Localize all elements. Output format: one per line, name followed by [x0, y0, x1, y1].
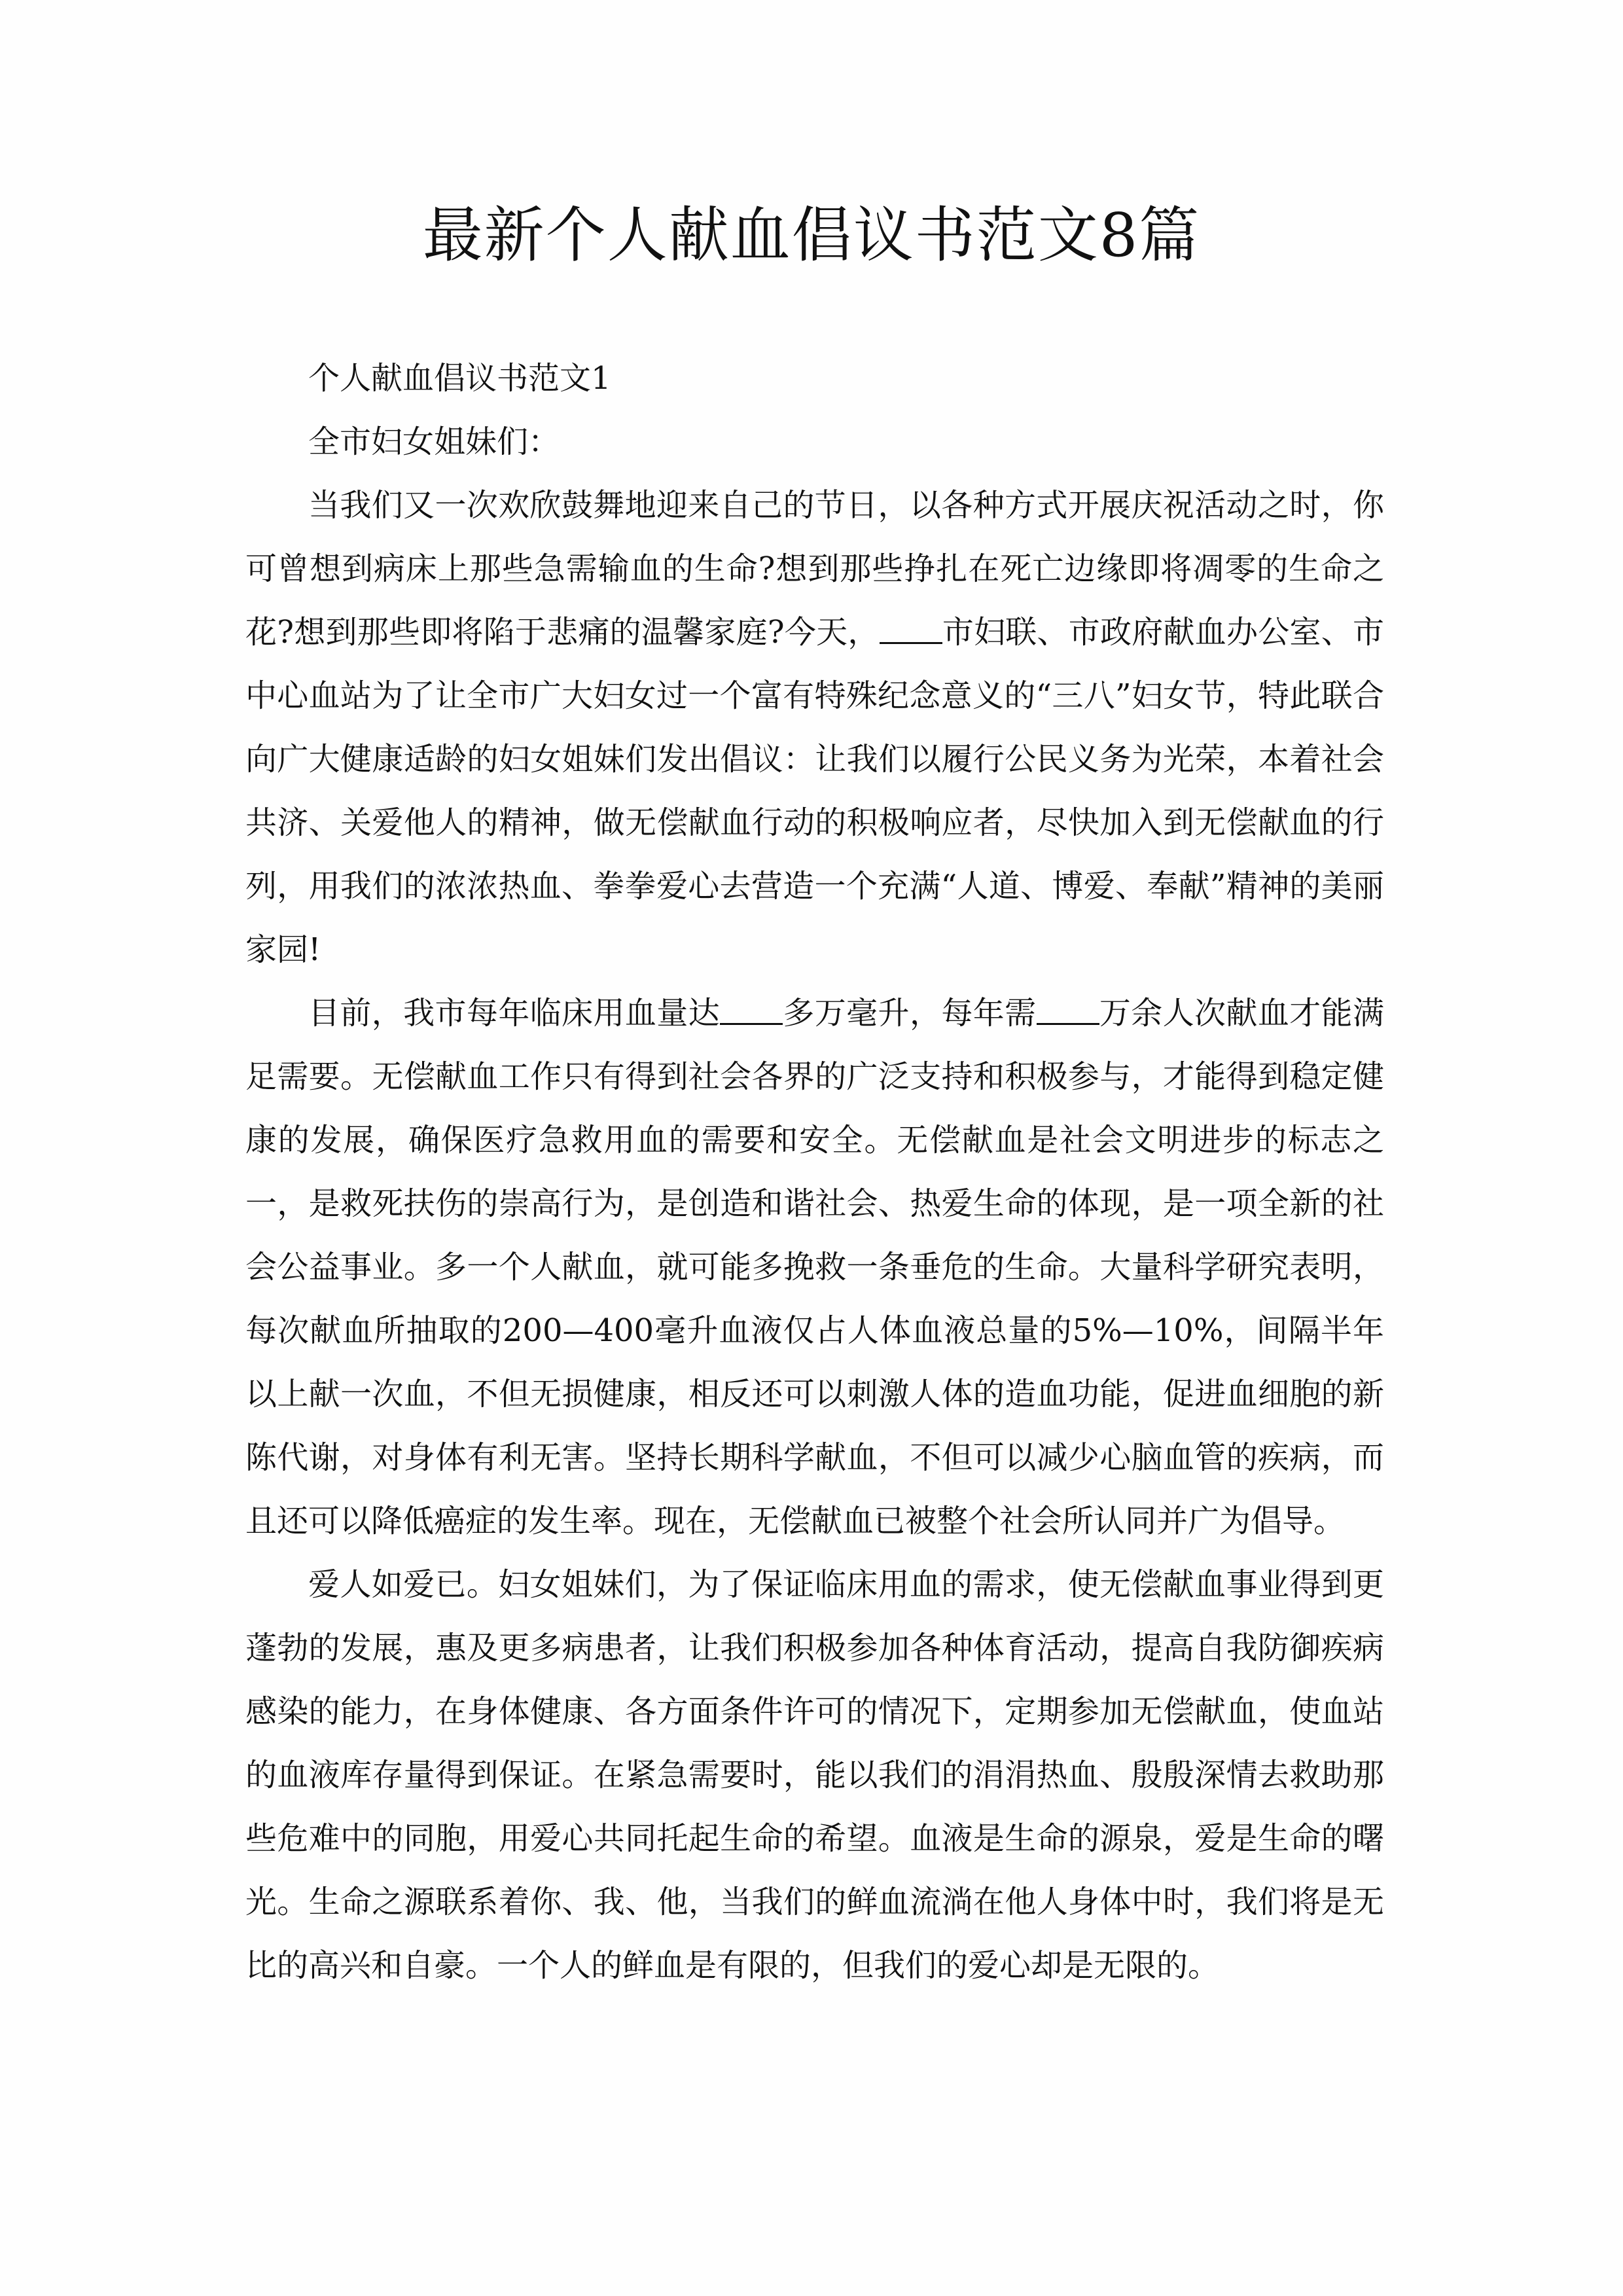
section-heading: 个人献血倡议书范文1	[308, 360, 611, 397]
fill-in-blank	[720, 992, 783, 1025]
paragraph-1	[245, 474, 1384, 982]
paragraph-text: 当我们又一次欢欣鼓舞地迎来自己的节日，以各种方式开展庆祝活动之时，你可曾想到病床上那些急需输血的生命?想到那些挣扎在死亡边缘即将凋零的生命之花?想到那些即将陷于悲痛的温馨家庭?今天，	[245, 487, 1384, 651]
salutation: 全市妇女姐妹们：	[308, 423, 560, 460]
paragraph-text: 爱人如爱已。妇女姐妹们，为了保证临床用血的需求，使无偿献血事业得到更蓬勃的发展，惠及更多病患者，让我们积极参加各种体育活动，提高自我防御疾病感染的能力，在身体健康、各方面条件许可的情况下，定期参加无偿献血，使血站的血液库存量得到保证。在紧急需要时，能以我们的涓涓热血、殷殷深情去救助那些危难中的同胞，用爱心共同托起生命的希望。血液是生命的源泉，爱是生命的曙光。生命之源联系着你、我、他，当我们的鲜血流淌在他人身体中时，我们将是无比的高兴和自豪。一个人的鲜血是有限的，但我们的爱心却是无限的。	[245, 1566, 1384, 1984]
document-title: 最新个人献血倡议书范文8篇	[422, 200, 1201, 270]
paragraph-text: 多万毫升，每年需	[783, 995, 1037, 1031]
paragraph-3	[245, 1553, 1384, 1998]
document-body	[245, 347, 1384, 1998]
fill-in-blank	[1037, 992, 1099, 1025]
paragraph-2	[245, 982, 1384, 1553]
paragraph-text: 市妇联、市政府献血办公室、市中心血站为了让全市广大妇女过一个富有特殊纪念意义的“三八”妇女节，特此联合向广大健康适龄的妇女姐妹们发出倡议：让我们以履行公民义务为光荣，本着社会共济、关爱他人的精神，做无偿献血行动的积极响应者，尽快加入到无偿献血的行列，用我们的浓浓热血、拳拳爱心去营造一个充满“人道、博爱、奉献”精神的美丽家园!	[245, 614, 1384, 968]
paragraph-text: 万余人次献血才能满足需要。无偿献血工作只有得到社会各界的广泛支持和积极参与，才能得到稳定健康的发展，确保医疗急救用血的需要和安全。无偿献血是社会文明进步的标志之一，是救死扶伤的崇高行为，是创造和谐社会、热爱生命的体现，是一项全新的社会公益事业。多一个人献血，就可能多挽救一条垂危的生命。大量科学研究表明，每次献血所抽取的200—400毫升血液仅占人体血液总量的5%—10%，间隔半年以上献一次血，不但无损健康，相反还可以刺激人体的造血功能，促进血细胞的新陈代谢，对身体有利无害。坚持长期科学献血，不但可以减少心脑血管的疾病，而且还可以降低癌症的发生率。现在，无偿献血已被整个社会所认同并广为倡导。	[245, 995, 1384, 1539]
paragraph-text: 目前，我市每年临床用血量达	[308, 995, 721, 1031]
fill-in-blank	[880, 611, 942, 644]
